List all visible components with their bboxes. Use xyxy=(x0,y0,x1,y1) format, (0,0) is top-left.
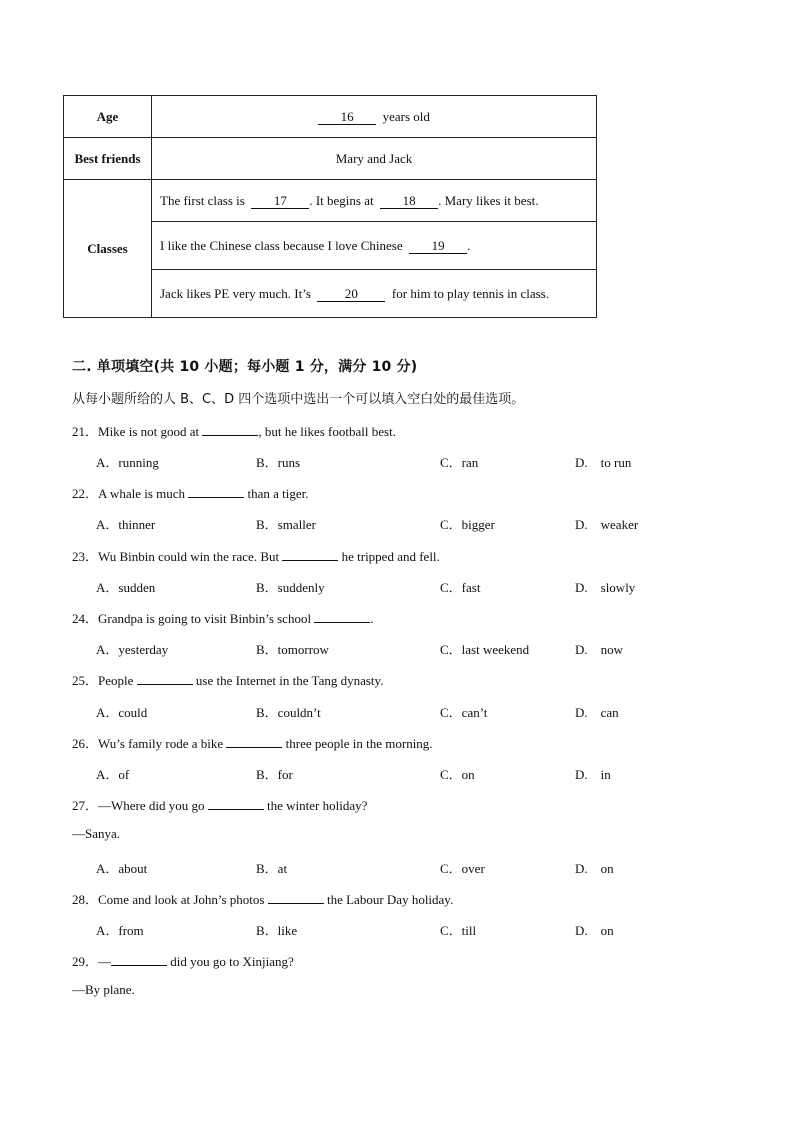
q25-option-d[interactable]: D. can xyxy=(575,705,619,720)
blank-20: 20 xyxy=(317,287,385,302)
question-28: 28．Come and look at John’s photos the Labour Day holiday. xyxy=(72,892,454,907)
q22-option-a[interactable]: A．thinner xyxy=(96,517,156,532)
q21-option-c[interactable]: C．ran xyxy=(440,455,479,470)
info-table xyxy=(63,95,597,318)
answer-blank xyxy=(188,485,244,498)
row2-text-a: I like the Chinese class because I love Chinese xyxy=(160,237,403,253)
question-25: 25．People use the Internet in the Tang dynasty. xyxy=(72,673,384,688)
question-23: 23．Wu Binbin could win the race. But he tripped and fell. xyxy=(72,549,440,564)
q28-option-d[interactable]: D. on xyxy=(575,923,614,938)
q21-option-d[interactable]: D. to run xyxy=(575,455,632,470)
row1-text-a: The first class is xyxy=(160,192,245,208)
section-instruction: 从每小题所给的人 B、C、D 四个选项中选出一个可以填入空白处的最佳选项。 xyxy=(72,392,525,407)
question-22: 22．A whale is much than a tiger. xyxy=(72,486,309,501)
answer-blank xyxy=(137,672,193,685)
row3-text-a: Jack likes PE very much. It’s xyxy=(160,285,311,301)
answer-blank xyxy=(314,610,370,623)
q23-option-c[interactable]: C．fast xyxy=(440,580,481,595)
best-friends-label: Best friends xyxy=(64,138,152,180)
question-26: 26．Wu’s family rode a bike three people in the morning. xyxy=(72,736,433,751)
answer-blank xyxy=(202,423,258,436)
age-label: Age xyxy=(64,96,152,138)
q25-option-b[interactable]: B．couldn’t xyxy=(256,705,321,720)
classes-label: Classes xyxy=(64,180,152,318)
q24-option-b[interactable]: B．tomorrow xyxy=(256,642,329,657)
q24-option-a[interactable]: A．yesterday xyxy=(96,642,169,657)
q25-option-c[interactable]: C．can’t xyxy=(440,705,488,720)
row1-text-c: . Mary likes it best. xyxy=(438,192,539,208)
q21-option-a[interactable]: A．running xyxy=(96,455,159,470)
q24-option-d[interactable]: D. now xyxy=(575,642,624,657)
classes-row-1 xyxy=(152,180,597,222)
q27-option-d[interactable]: D. on xyxy=(575,861,614,876)
q23-option-d[interactable]: D. slowly xyxy=(575,580,636,595)
q26-option-a[interactable]: A．of xyxy=(96,767,130,782)
answer-blank xyxy=(226,735,282,748)
best-friends-value: Mary and Jack xyxy=(152,138,597,180)
q21-option-b[interactable]: B．runs xyxy=(256,455,301,470)
question-21: 21．Mike is not good at , but he likes football best. xyxy=(72,424,396,439)
q22-option-d[interactable]: D. weaker xyxy=(575,517,639,532)
blank-19: 19 xyxy=(409,239,467,254)
q26-option-d[interactable]: D. in xyxy=(575,767,611,782)
question-27: 27．—Where did you go the winter holiday? xyxy=(72,798,368,813)
q26-option-c[interactable]: C．on xyxy=(440,767,475,782)
q23-option-a[interactable]: A．sudden xyxy=(96,580,156,595)
section-title: 二. 单项填空(共 10 小题；每小题 1 分，满分 10 分) xyxy=(72,359,418,375)
q27-option-a[interactable]: A．about xyxy=(96,861,148,876)
age-suffix: years old xyxy=(382,108,430,124)
question-24: 24．Grandpa is going to visit Binbin’s school . xyxy=(72,611,374,626)
question-29: 29．— did you go to Xinjiang? xyxy=(72,954,294,969)
q22-option-c[interactable]: C．bigger xyxy=(440,517,495,532)
answer-blank xyxy=(268,891,324,904)
q25-option-a[interactable]: A．could xyxy=(96,705,148,720)
q28-option-c[interactable]: C．till xyxy=(440,923,477,938)
q26-option-b[interactable]: B．for xyxy=(256,767,293,782)
question-27-reply: —Sanya. xyxy=(72,826,121,841)
q28-option-b[interactable]: B．like xyxy=(256,923,298,938)
answer-blank xyxy=(208,797,264,810)
blank-16: 16 xyxy=(318,110,376,125)
answer-blank xyxy=(282,548,338,561)
blank-18: 18 xyxy=(380,194,438,209)
question-29-reply: —By plane. xyxy=(72,982,135,997)
classes-row-2 xyxy=(152,222,597,270)
q22-option-b[interactable]: B．smaller xyxy=(256,517,316,532)
q28-option-a[interactable]: A．from xyxy=(96,923,144,938)
row3-text-c: for him to play tennis in class. xyxy=(391,285,549,301)
q27-option-b[interactable]: B．at xyxy=(256,861,288,876)
classes-row-3 xyxy=(152,270,597,318)
q24-option-c[interactable]: C．last weekend xyxy=(440,642,530,657)
row2-text-c: . xyxy=(467,237,471,253)
row1-text-b: . It begins at xyxy=(309,192,374,208)
blank-17: 17 xyxy=(251,194,309,209)
q27-option-c[interactable]: C．over xyxy=(440,861,485,876)
age-cell xyxy=(152,96,597,138)
answer-blank xyxy=(111,953,167,966)
q23-option-b[interactable]: B．suddenly xyxy=(256,580,325,595)
